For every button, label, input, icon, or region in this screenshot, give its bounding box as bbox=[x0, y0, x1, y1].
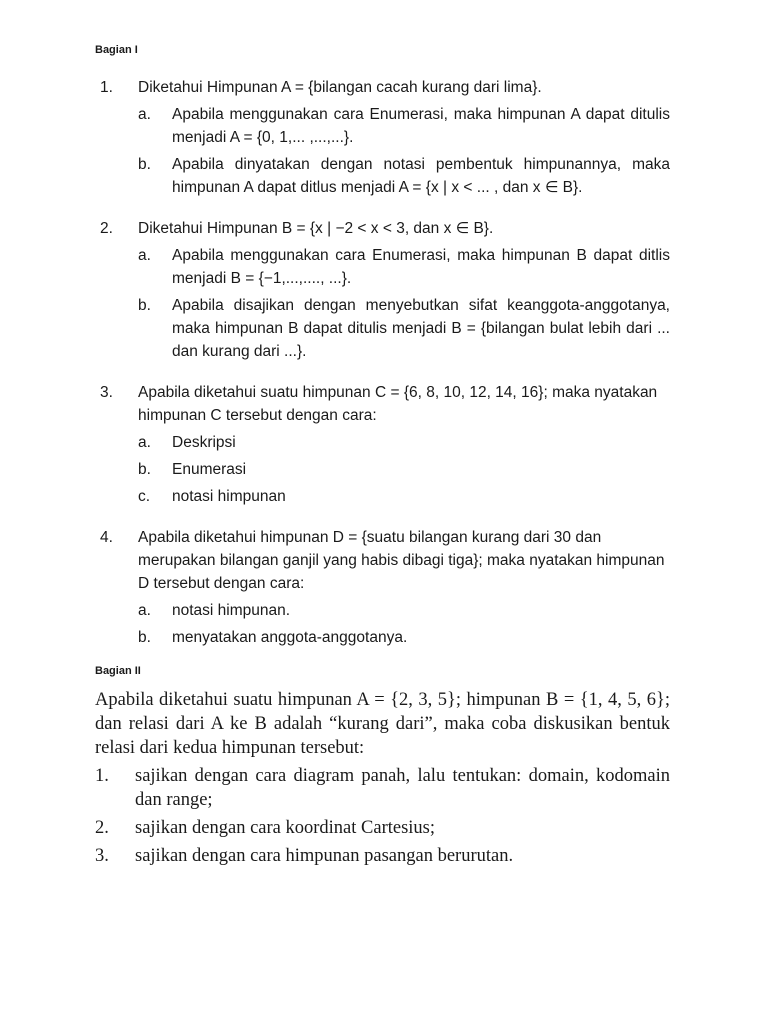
sub-text: notasi himpunan bbox=[172, 488, 286, 505]
sub-question bbox=[138, 599, 670, 622]
bagian-1-questions bbox=[100, 76, 670, 667]
sub-letter: b. bbox=[138, 297, 151, 314]
section-heading-bagian-2: Bagian II bbox=[95, 665, 141, 677]
bagian-2-intro: Apabila diketahui suatu himpunan A = {2, 3, 5}; himpunan B = {1, 4, 5, 6}; dan relasi dari A ke B adalah “kurang dari”, maka coba diskusikan bentuk relasi dari kedua himpunan tersebut: bbox=[95, 690, 670, 758]
sub-text: notasi himpunan. bbox=[172, 602, 291, 619]
sub-text: Apabila dinyatakan dengan notasi pembentuk himpunannya, maka himpunan A dapat ditlus menjadi A = {x | x < ... , dan x ∈ B}. bbox=[172, 156, 670, 196]
question-number: 1. bbox=[100, 79, 113, 96]
task-text: sajikan dengan cara koordinat Cartesius; bbox=[135, 818, 436, 838]
sub-question bbox=[138, 485, 670, 508]
question-3 bbox=[100, 381, 670, 508]
question-text: Apabila diketahui himpunan D = {suatu bilangan kurang dari 30 dan merupakan bilangan ganjil yang habis dibagi tiga}; maka nyatakan himpunan D tersebut dengan cara: bbox=[138, 529, 665, 592]
sub-text: Apabila disajikan dengan menyebutkan sifat keanggota-anggotanya, maka himpunan B dapat ditulis menjadi B = {bilangan bulat lebih dari ... dan kurang dari ...}. bbox=[172, 297, 670, 360]
question-number: 3. bbox=[100, 384, 113, 401]
question-text: Diketahui Himpunan A = {bilangan cacah kurang dari lima}. bbox=[138, 79, 542, 96]
question-number: 4. bbox=[100, 529, 113, 546]
sub-letter: a. bbox=[138, 247, 151, 264]
sub-question bbox=[138, 458, 670, 481]
sub-letter: a. bbox=[138, 106, 151, 123]
question-2 bbox=[100, 217, 670, 363]
task-text: sajikan dengan cara diagram panah, lalu tentukan: domain, kodomain dan range; bbox=[135, 766, 670, 810]
question-text: Diketahui Himpunan B = {x | −2 < x < 3, dan x ∈ B}. bbox=[138, 220, 494, 237]
task-text: sajikan dengan cara himpunan pasangan berurutan. bbox=[135, 846, 514, 866]
sub-question bbox=[138, 244, 670, 290]
sub-text: menyatakan anggota-anggotanya. bbox=[172, 629, 408, 646]
sub-letter: c. bbox=[138, 488, 151, 505]
bagian-2-content bbox=[95, 688, 670, 868]
task-number: 3. bbox=[95, 846, 109, 866]
sub-text: Apabila menggunakan cara Enumerasi, maka himpunan B dapat ditlis menjadi B = {−1,...,...., ...}. bbox=[172, 247, 670, 287]
sub-letter: b. bbox=[138, 461, 151, 478]
sub-letter: a. bbox=[138, 434, 151, 451]
section-heading-bagian-1: Bagian I bbox=[95, 44, 138, 56]
sub-letter: a. bbox=[138, 602, 151, 619]
question-4 bbox=[100, 526, 670, 649]
task-number: 1. bbox=[95, 766, 109, 786]
sub-question bbox=[138, 431, 670, 454]
task-number: 2. bbox=[95, 818, 109, 838]
sub-question bbox=[138, 103, 670, 149]
question-1 bbox=[100, 76, 670, 199]
sub-question bbox=[138, 294, 670, 363]
task-item bbox=[95, 764, 670, 812]
sub-text: Deskripsi bbox=[172, 434, 236, 451]
sub-question bbox=[138, 626, 670, 649]
sub-question bbox=[138, 153, 670, 199]
task-item bbox=[95, 844, 670, 868]
question-number: 2. bbox=[100, 220, 113, 237]
task-item bbox=[95, 816, 670, 840]
sub-text: Apabila menggunakan cara Enumerasi, maka himpunan A dapat ditulis menjadi A = {0, 1,... ,...,...}. bbox=[172, 106, 670, 146]
question-text: Apabila diketahui suatu himpunan C = {6, 8, 10, 12, 14, 16}; maka nyatakan himpunan C tersebut dengan cara: bbox=[138, 384, 658, 424]
sub-text: Enumerasi bbox=[172, 461, 247, 478]
sub-letter: b. bbox=[138, 156, 151, 173]
sub-letter: b. bbox=[138, 629, 151, 646]
